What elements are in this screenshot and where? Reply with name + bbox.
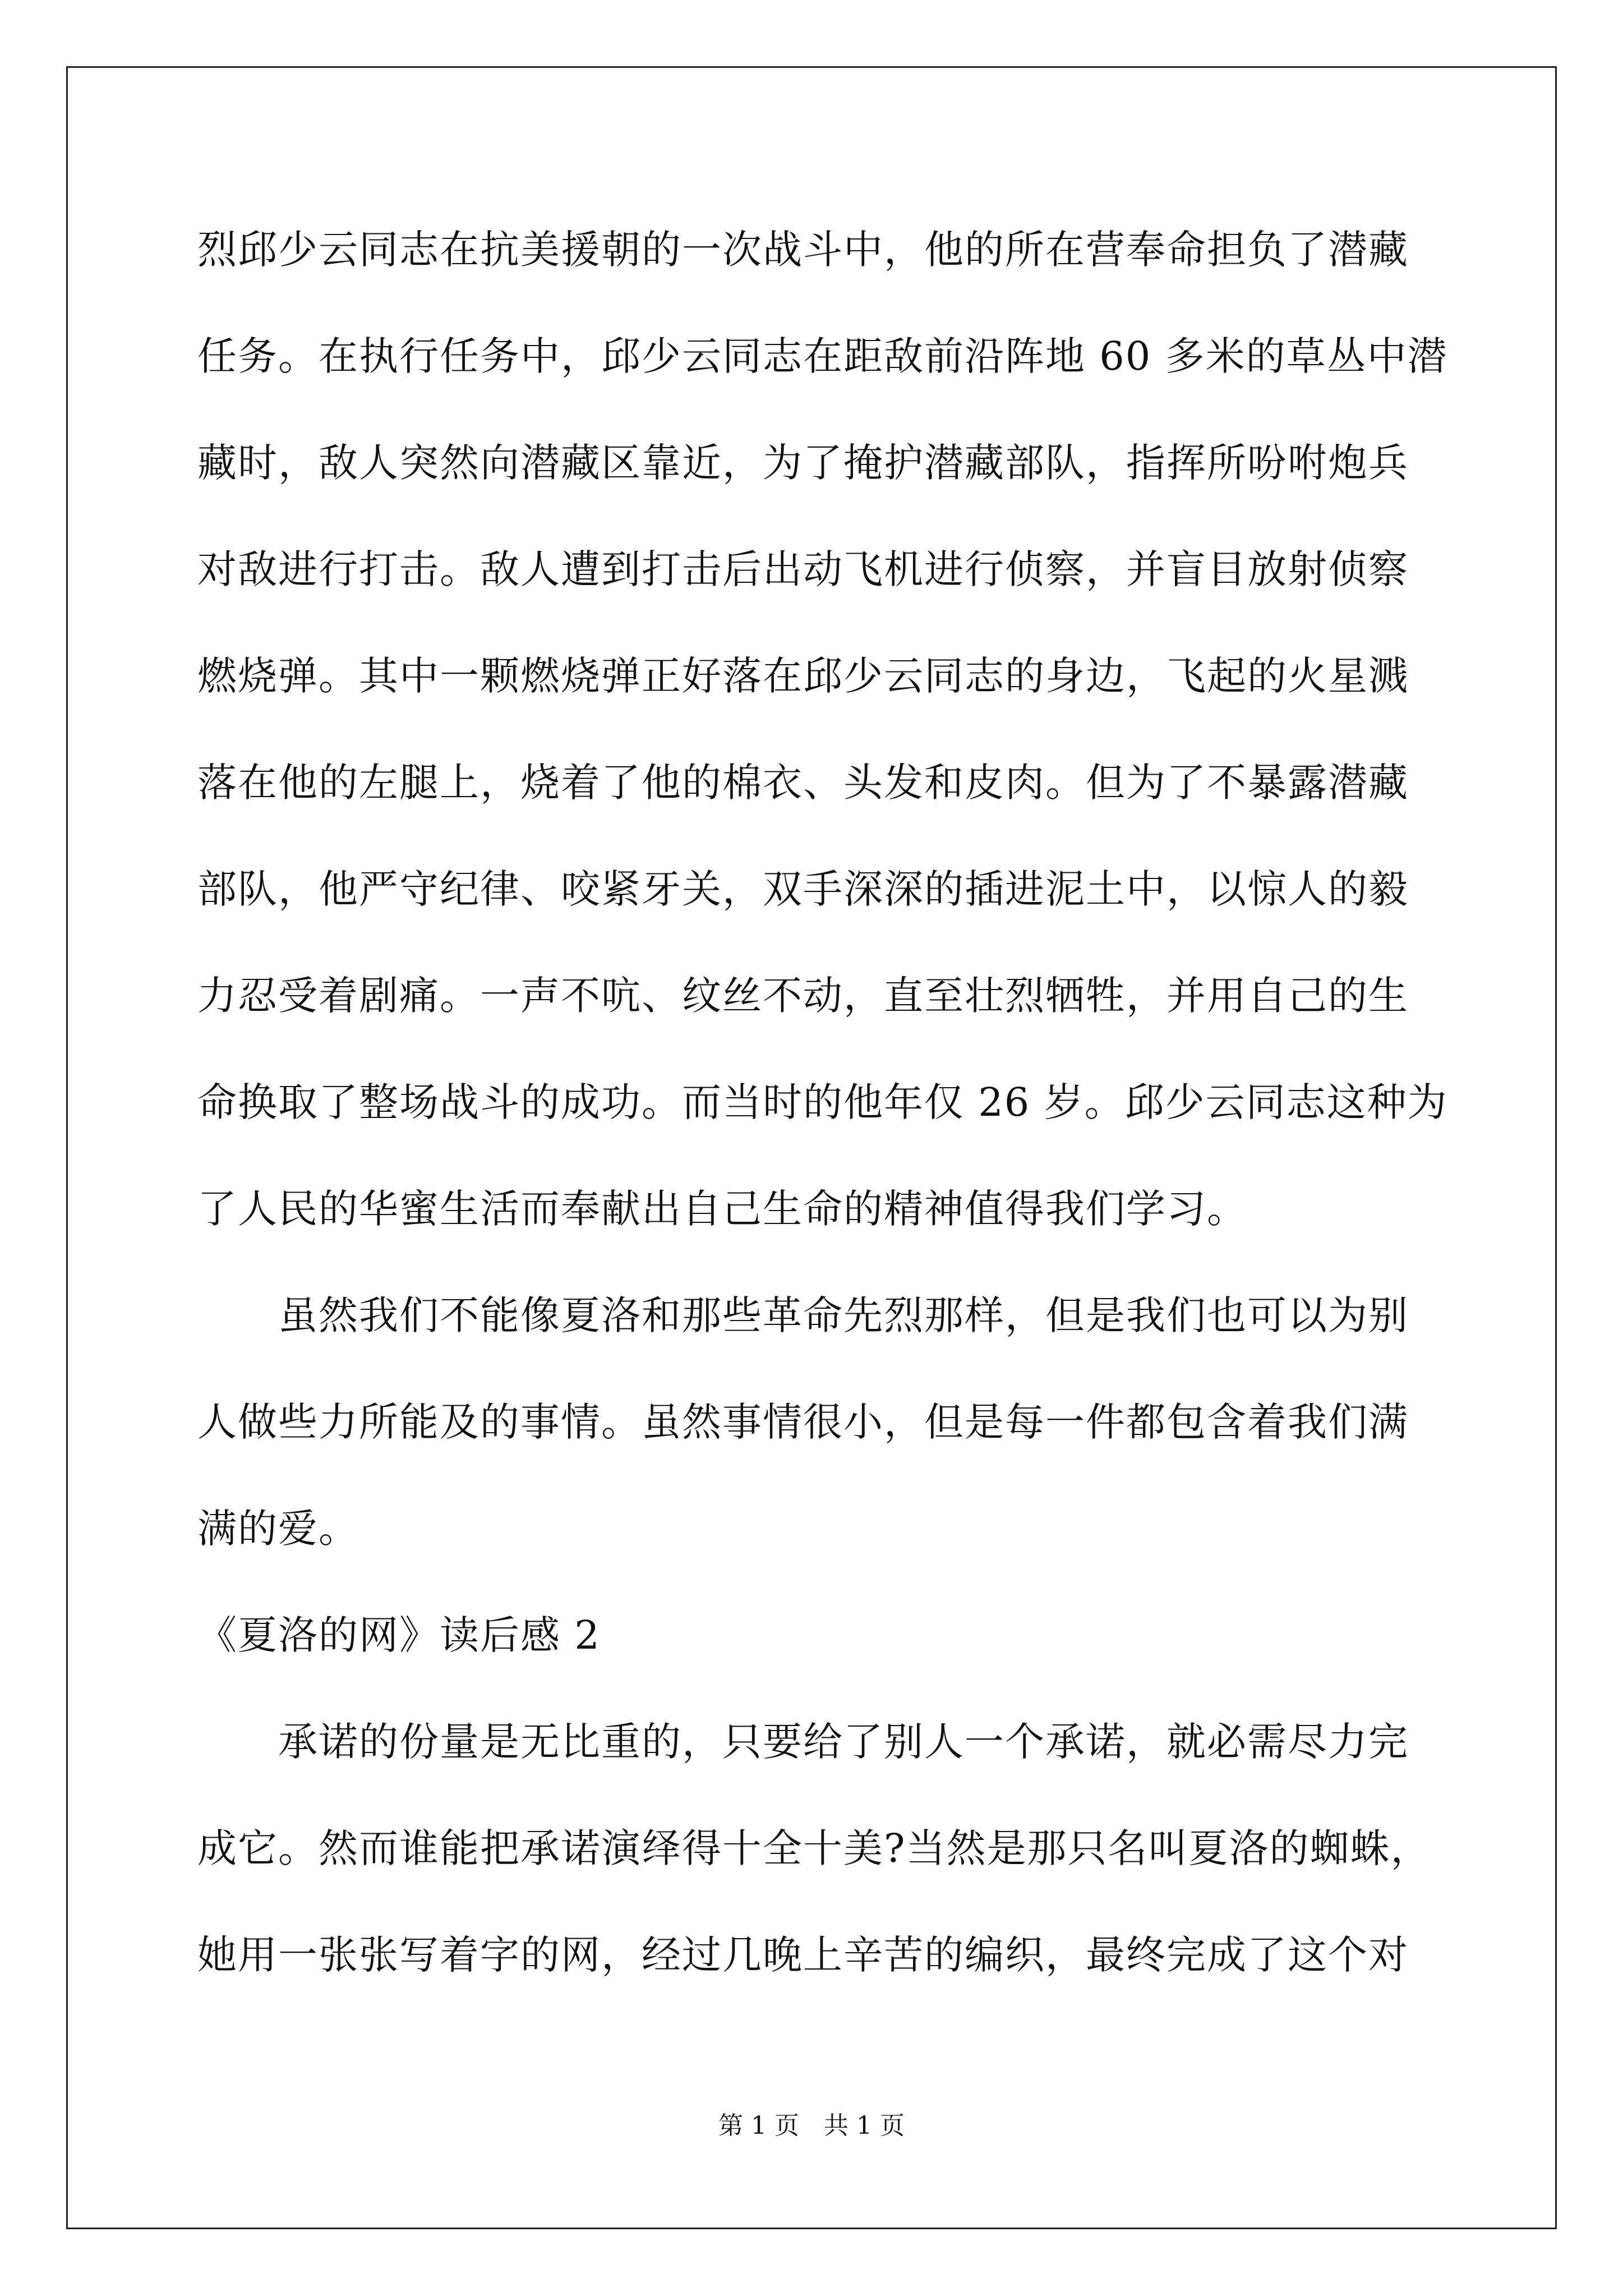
paragraph-line-1: 烈邱少云同志在抗美援朝的一次战斗中，他的所在营奉命担负了潜藏 [197, 227, 1409, 273]
paragraph-line-5: 燃烧弹。其中一颗燃烧弹正好落在邱少云同志的身边，飞起的火星溅 [197, 653, 1409, 699]
paragraph-line-16: 她用一张张写着字的网，经过几晚上辛苦的编织，最终完成了这个对 [197, 1932, 1409, 1978]
paragraph-line-3: 藏时，敌人突然向潜藏区靠近，为了掩护潜藏部队，指挥所吩咐炮兵 [197, 440, 1409, 486]
paragraph-line-13: 满的爱。 [197, 1506, 359, 1552]
paragraph-line-6: 落在他的左腿上，烧着了他的棉衣、头发和皮肉。但为了不暴露潜藏 [197, 760, 1409, 806]
paragraph-line-10: 了人民的华蜜生活而奉献出自己生命的精神值得我们学习。 [197, 1186, 1247, 1232]
paragraph-line-4: 对敌进行打击。敌人遭到打击后出动飞机进行侦察，并盲目放射侦察 [197, 546, 1409, 592]
page-border [66, 66, 1557, 2229]
page-number-footer: 第 1 页 共 1 页 [718, 2111, 905, 2140]
paragraph-line-11: 虽然我们不能像夏洛和那些革命先烈那样，但是我们也可以为别 [197, 1292, 1409, 1338]
paragraph-line-8: 力忍受着剧痛。一声不吭、纹丝不动，直至壮烈牺牲，并用自己的生 [197, 973, 1409, 1019]
paragraph-line-2: 任务。在执行任务中，邱少云同志在距敌前沿阵地 60 多米的草丛中潜 [197, 333, 1448, 379]
paragraph-line-7: 部队，他严守纪律、咬紧牙关，双手深深的插进泥土中，以惊人的毅 [197, 866, 1409, 912]
paragraph-line-12: 人做些力所能及的事情。虽然事情很小，但是每一件都包含着我们满 [197, 1399, 1409, 1445]
paragraph-line-15: 成它。然而谁能把承诺演绎得十全十美?当然是那只名叫夏洛的蜘蛛， [197, 1825, 1431, 1871]
paragraph-line-9: 命换取了整场战斗的成功。而当时的他年仅 26 岁。邱少云同志这种为 [197, 1079, 1448, 1125]
paragraph-line-14: 承诺的份量是无比重的，只要给了别人一个承诺，就必需尽力完 [197, 1719, 1409, 1765]
section-heading: 《夏洛的网》读后感 2 [197, 1612, 601, 1658]
